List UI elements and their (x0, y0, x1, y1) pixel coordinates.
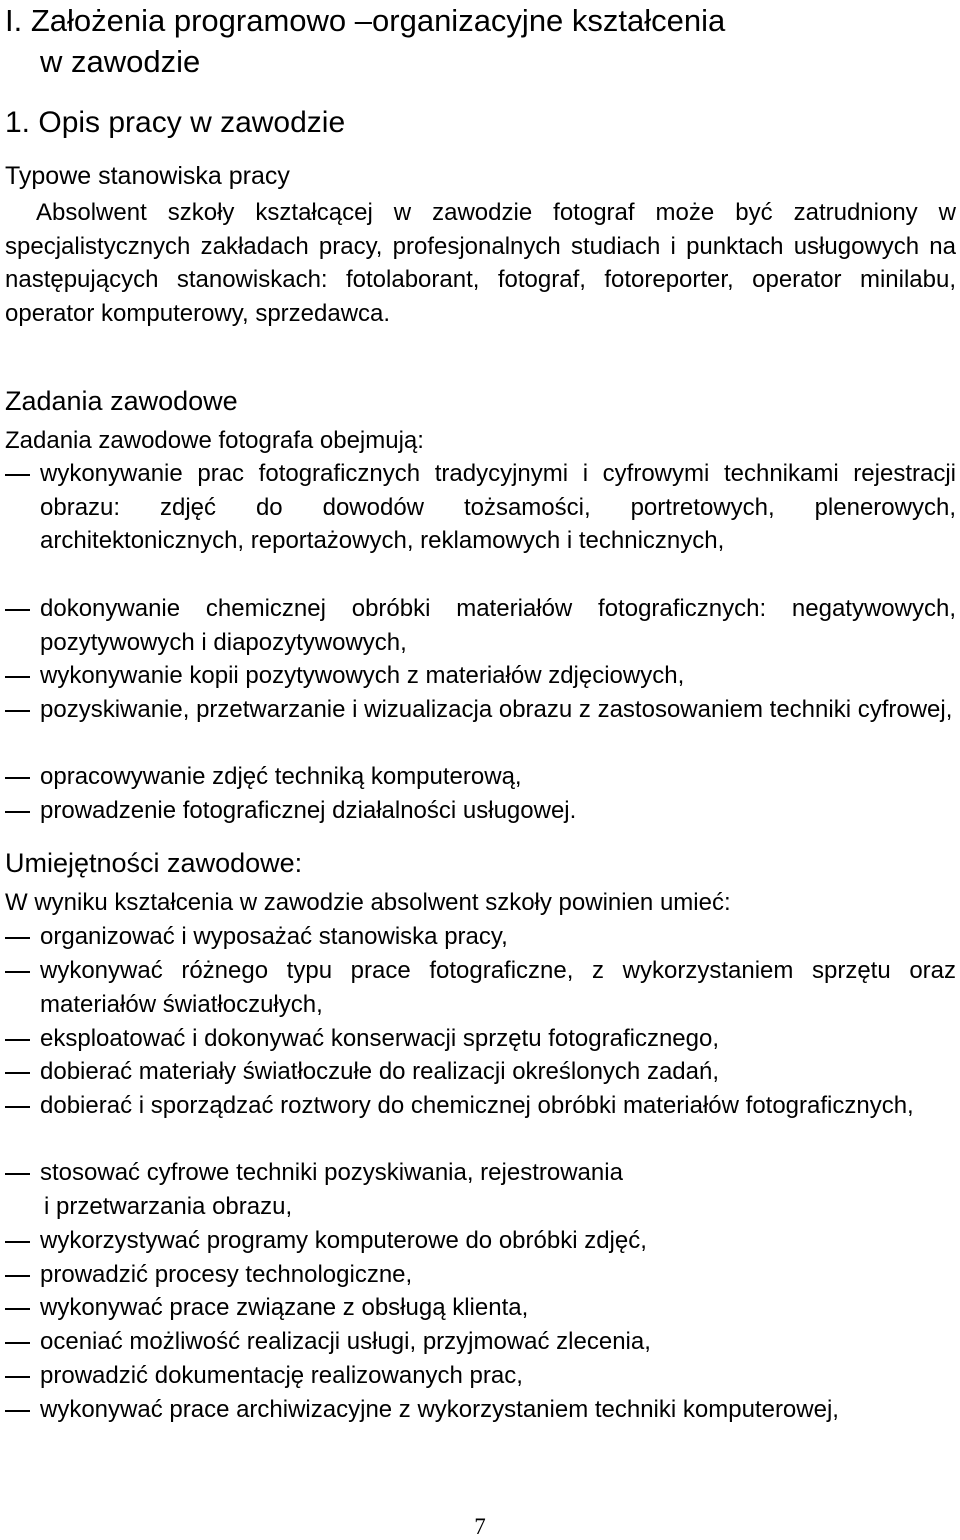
skill-list-item: prowadzić procesy technologiczne, (5, 1258, 956, 1292)
skill-list-item: wykonywać prace związane z obsługą klienta, (5, 1291, 956, 1325)
dash-bullet-icon (5, 1342, 30, 1344)
task-list-item: pozyskiwanie, przetwarzanie i wizualizacja obrazu z zastosowaniem techniki cyfrowej, (5, 693, 956, 727)
task-list-item: wykonywanie kopii pozytywowych z materiałów zdjęciowych, (5, 659, 956, 693)
dash-bullet-icon (5, 710, 30, 712)
chapter-title-line-2: w zawodzie (40, 44, 201, 79)
dash-bullet-icon (5, 1308, 30, 1310)
dash-bullet-icon (5, 1072, 30, 1074)
positions-paragraph: Absolwent szkoły kształcącej w zawodzie fotograf może być zatrudniony w specjalistycznych zakładach pracy, profesjonalnych studiach i punktach usługowych na następujących stanowiskach: fotolaborant, fotograf, fotoreporter, operator minilabu, operator komputerowy, sprzedawca. (5, 199, 956, 328)
dash-bullet-icon (5, 609, 30, 611)
subsection-heading-positions: Typowe stanowiska pracy (5, 162, 290, 190)
dash-bullet-icon (5, 1376, 30, 1378)
skill-list-item: eksploatować i dokonywać konserwacji sprzętu fotograficznego, (5, 1022, 956, 1056)
dash-bullet-icon (5, 1106, 30, 1108)
dash-bullet-icon (5, 474, 30, 476)
skill-list-item: wykonywać różnego typu prace fotograficzne, z wykorzystaniem sprzętu oraz materiałów światłoczułych, (5, 954, 956, 1021)
dash-bullet-icon (5, 1173, 30, 1175)
skill-list-item: organizować i wyposażać stanowiska pracy, (5, 920, 956, 954)
page-number: 7 (474, 1514, 486, 1539)
skills-intro: W wyniku kształcenia w zawodzie absolwent szkoły powinien umieć: (5, 889, 731, 916)
skill-list-item: stosować cyfrowe techniki pozyskiwania, rejestrowania (5, 1156, 956, 1190)
skill-list-item: dobierać i sporządzać roztwory do chemicznej obróbki materiałów fotograficznych, (5, 1089, 956, 1123)
dash-bullet-icon (5, 777, 30, 779)
skills-heading: Umiejętności zawodowe: (5, 848, 303, 878)
dash-bullet-icon (5, 1275, 30, 1277)
dash-bullet-icon (5, 937, 30, 939)
dash-bullet-icon (5, 1039, 30, 1041)
section-heading: 1. Opis pracy w zawodzie (5, 106, 346, 139)
skill-list-item: wykonywać prace archiwizacyjne z wykorzystaniem techniki komputerowej, (5, 1393, 956, 1427)
dash-bullet-icon (5, 971, 30, 973)
skill-list-continuation: i przetwarzania obrazu, (44, 1193, 293, 1220)
task-list-item: dokonywanie chemicznej obróbki materiałów fotograficznych: negatywowych, pozytywowych i diapozytywowych, (5, 592, 956, 659)
dash-bullet-icon (5, 811, 30, 813)
task-list-item: prowadzenie fotograficznej działalności usługowej. (5, 794, 956, 828)
skill-list-item: oceniać możliwość realizacji usługi, przyjmować zlecenia, (5, 1325, 956, 1359)
skill-list-item: dobierać materiały światłoczułe do realizacji określonych zadań, (5, 1055, 956, 1089)
task-list-item: wykonywanie prac fotograficznych tradycyjnymi i cyfrowymi technikami rejestracji obrazu: zdjęć do dowodów tożsamości, portretowych, plenerowych, architektonicznych, reportażowych, reklamowych i technicznych, (5, 457, 956, 558)
chapter-title-line-1: I. Założenia programowo –organizacyjne kształcenia (5, 3, 726, 38)
task-list-item: opracowywanie zdjęć techniką komputerową, (5, 760, 956, 794)
dash-bullet-icon (5, 676, 30, 678)
dash-bullet-icon (5, 1410, 30, 1412)
skill-list-item: wykorzystywać programy komputerowe do obróbki zdjęć, (5, 1224, 956, 1258)
tasks-heading: Zadania zawodowe (5, 386, 238, 416)
dash-bullet-icon (5, 1241, 30, 1243)
skill-list-item: prowadzić dokumentację realizowanych prac, (5, 1359, 956, 1393)
tasks-intro: Zadania zawodowe fotografa obejmują: (5, 427, 424, 454)
